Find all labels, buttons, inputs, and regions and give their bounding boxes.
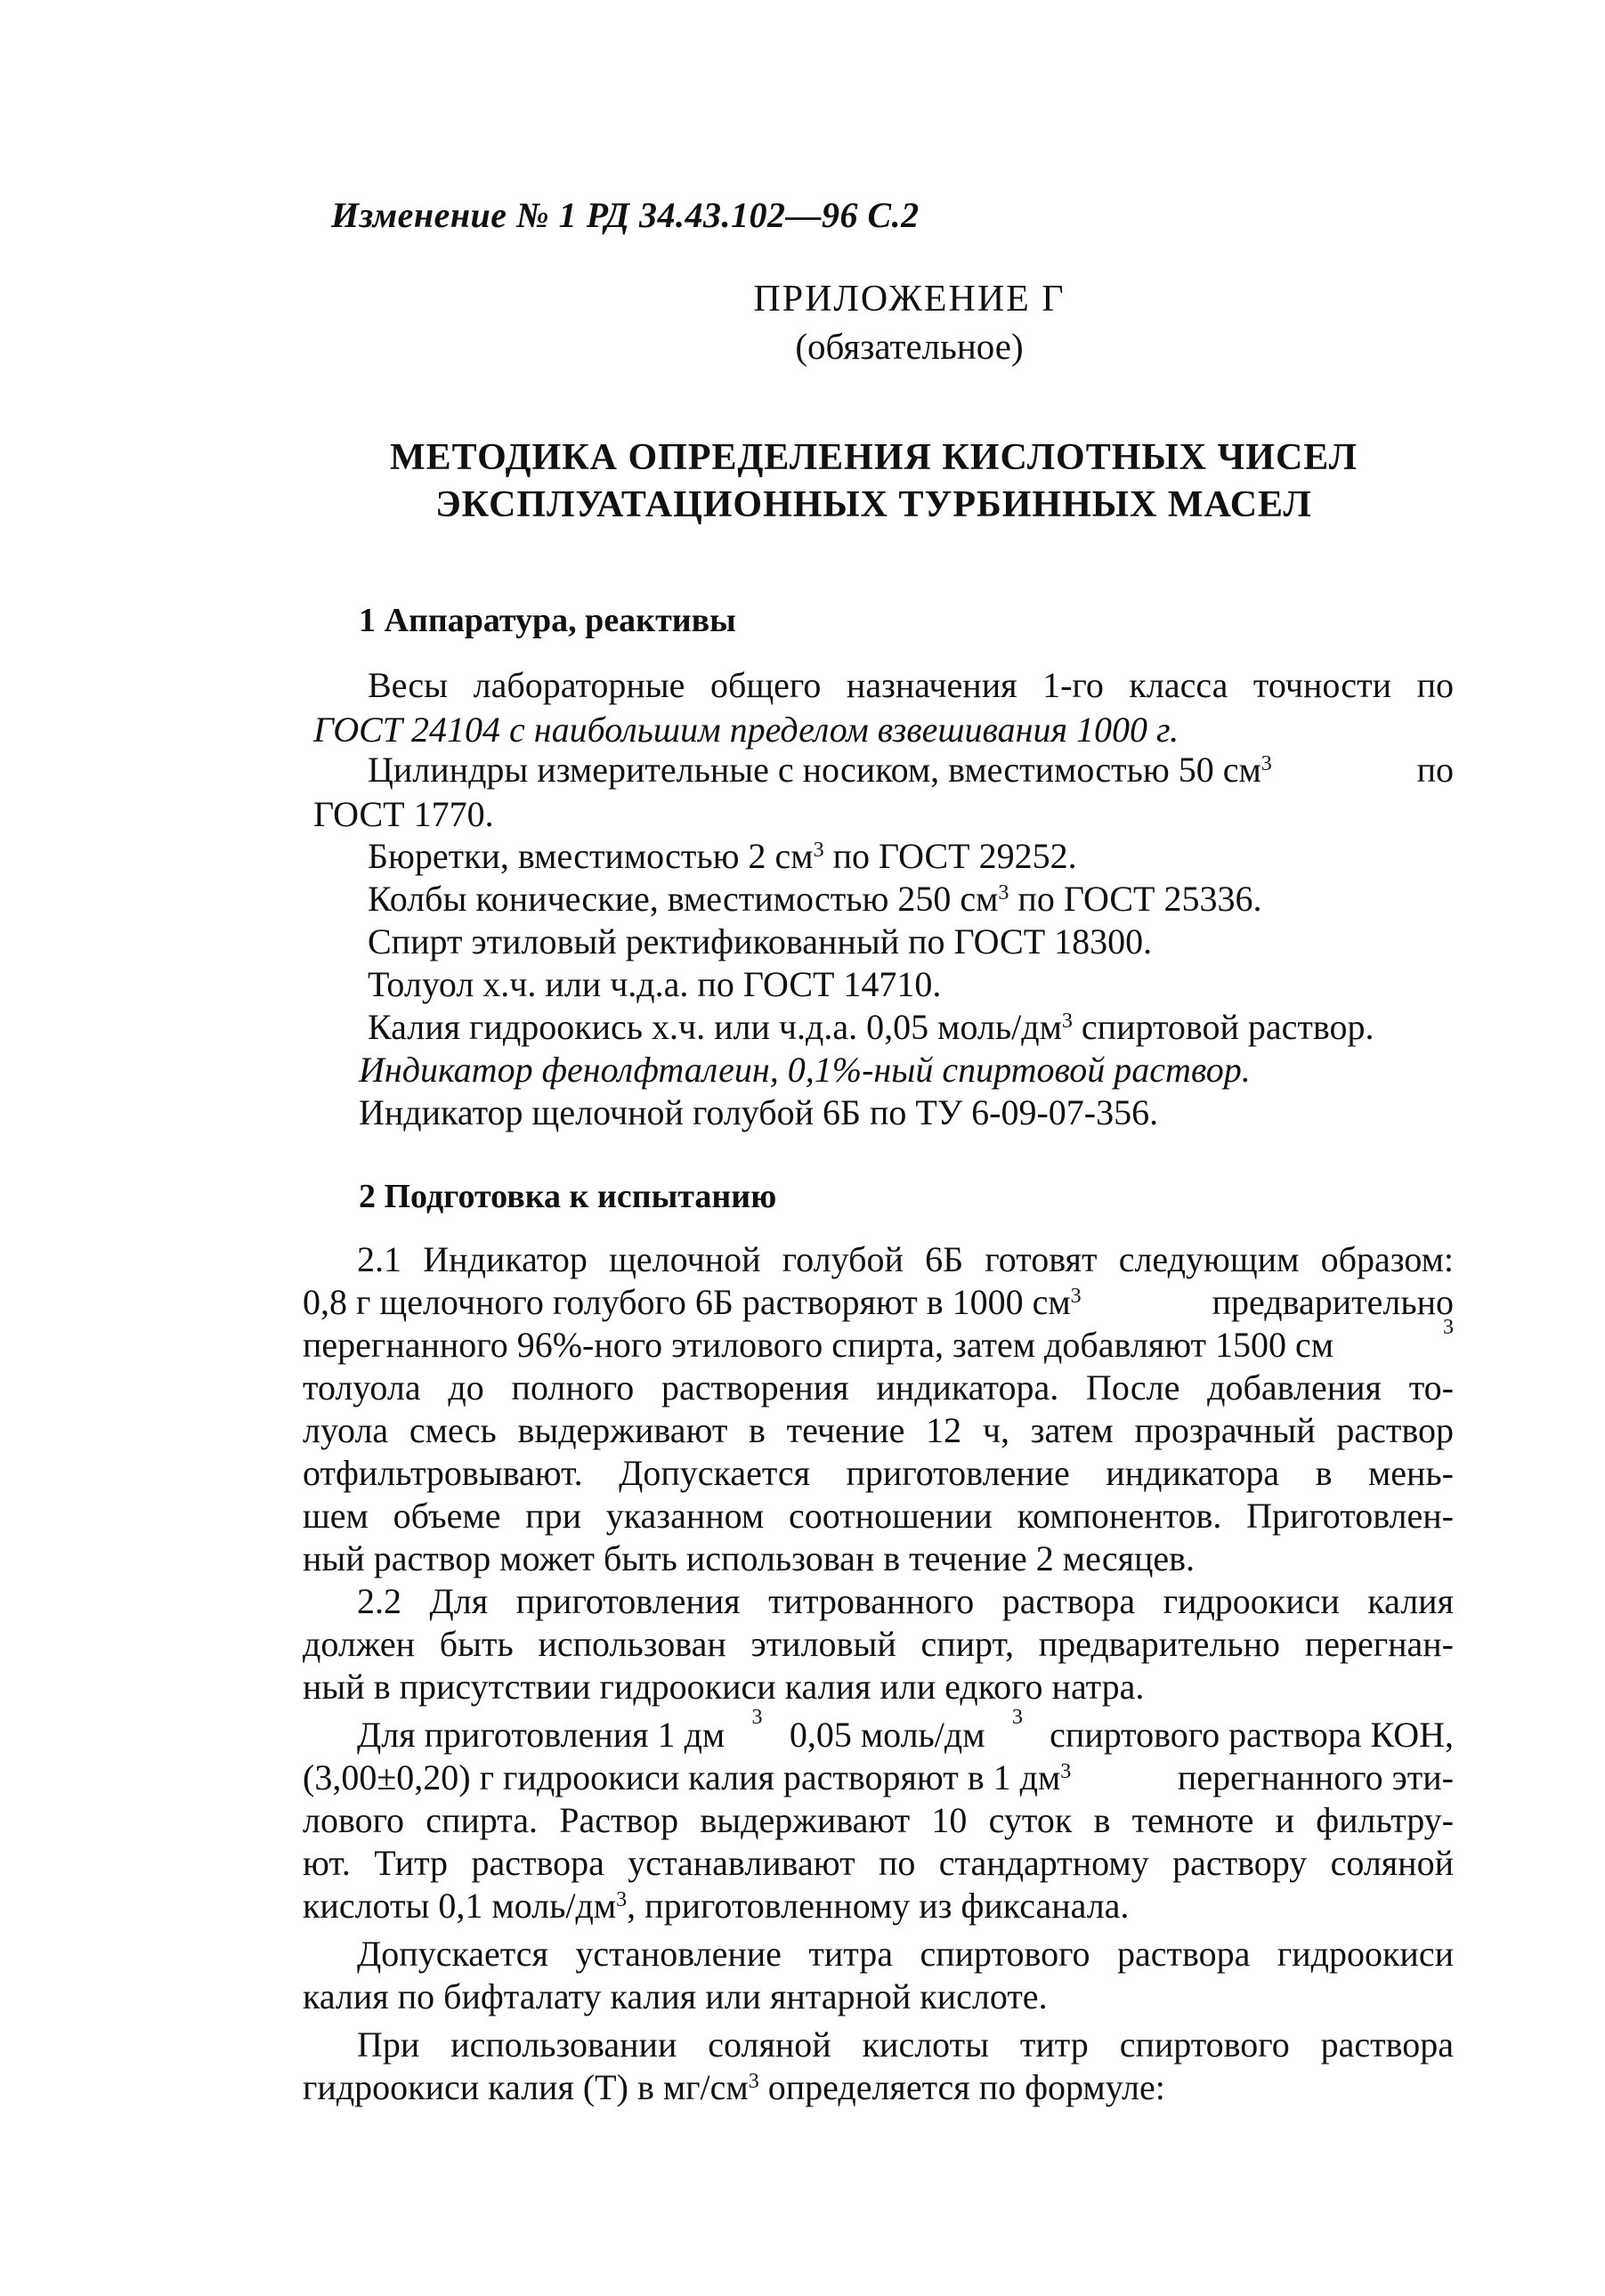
page-header: Изменение № 1 РД 34.43.102—96 С.2 <box>331 195 920 235</box>
para-alkali-blue: Индикатор щелочной голубой 6Б по ТУ 6-09-07-356. <box>359 1092 1159 1132</box>
para-2-2-line-2: должен быть использован этиловый спирт, предварительно перегнан- <box>303 1624 1454 1664</box>
para-2-1-line-2 <box>303 1282 1454 1322</box>
para-cylinders-tail: по <box>1416 750 1454 790</box>
para-2-3-line-1 <box>357 1706 1454 1755</box>
para-scales-line-2: ГОСТ 24104 с наибольшим пределом взвешивания 1000 г. <box>313 710 1179 750</box>
para-cylinders-line-2: ГОСТ 1770. <box>313 794 494 834</box>
para-2-1-line-4: толуола до полного растворения индикатора. После добавления то- <box>303 1367 1454 1408</box>
para-2-1-line-1: 2.1 Индикатор щелочной голубой 6Б готовят следующим образом: <box>357 1239 1454 1279</box>
para-2-1-line-3 <box>303 1316 1454 1365</box>
para-burettes: Бюретки, вместимостью 2 $см^3$ по ГОСТ 29252. <box>368 836 1077 876</box>
para-2-1-line-3-text: перегнанного 96%-ного этилового спирта, затем добавляют 1500 см <box>303 1325 1334 1365</box>
para-cylinders-line-1 <box>368 752 1454 788</box>
para-2-3-line-2-b: перегнанного эти- <box>1177 1757 1454 1797</box>
para-2-2-line-1: 2.2 Для приготовления титрованного раствора гидроокиси калия <box>357 1581 1454 1621</box>
para-2-1-line-5: луола смесь выдерживают в течение 12 ч, затем прозрачный раствор <box>303 1410 1454 1450</box>
para-phenolphthalein: Индикатор фенолфталеин, 0,1%-ный спиртовой раствор. <box>359 1050 1251 1090</box>
para-2-3-line-1-b: 0,05 моль/дм <box>789 1715 985 1755</box>
para-2-1-line-7: шем объеме при указанном соотношении компонентов. Приготовлен- <box>303 1496 1454 1536</box>
para-scales-line-1: Весы лабораторные общего назначения 1-го класса точности по <box>368 665 1454 705</box>
para-toluene: Толуол х.ч. или ч.д.а. по ГОСТ 14710. <box>368 964 942 1004</box>
para-cylinders-text: Цилиндры измерительные с носиком, вместимостью 50 $см^3$ <box>368 750 1272 790</box>
para-2-3-line-2-a: (3,00±0,20) г гидроокиси калия растворяют в 1 $дм^3$ <box>303 1757 1072 1797</box>
para-2-1-line-3-sup: 3 <box>1443 1316 1454 1339</box>
para-2-3-line-1-sup-a: 3 <box>751 1706 763 1729</box>
para-2-4-line-2: калия по бифталату калия или янтарной кислоте. <box>303 1976 1048 2016</box>
para-2-1-line-6: отфильтровывают. Допускается приготовление индикатора в мень- <box>303 1453 1454 1493</box>
para-2-3-line-1-c: спиртового раствора КОН, <box>1050 1715 1454 1755</box>
appendix-subtitle: (обязательное) <box>795 326 1024 367</box>
para-2-5-line-2: гидроокиси калия (Т) в $мг/см^3$ определяется по формуле: <box>303 2067 1165 2107</box>
para-2-5-line-1: При использовании соляной кислоты титр спиртового раствора <box>357 2024 1454 2065</box>
para-koh: Калия гидроокись х.ч. или ч.д.а. 0,05 моль/$дм^3$ спиртовой раствор. <box>368 1007 1374 1047</box>
appendix-title: ПРИЛОЖЕНИЕ Г <box>753 279 1066 320</box>
main-title-line-2: ЭКСПЛУАТАЦИОННЫХ ТУРБИННЫХ МАСЕЛ <box>435 484 1312 525</box>
para-2-3-line-5: кислоты 0,1 моль/$дм^3$, приготовленному из фиксанала. <box>303 1886 1130 1926</box>
para-2-1-line-2-tail: предварительно <box>1212 1282 1454 1322</box>
para-2-3-line-4: ют. Титр раствора устанавливают по стандартному раствору соляной <box>303 1843 1454 1883</box>
para-2-2-line-3: ный в присутствии гидроокиси калия или едкого натра. <box>303 1667 1145 1707</box>
para-2-4-line-1: Допускается установление титра спиртового раствора гидроокиси <box>357 1934 1454 1974</box>
para-2-3-line-1-sup-b: 3 <box>1011 1706 1023 1729</box>
para-2-3-line-2 <box>303 1757 1454 1797</box>
main-title-line-1: МЕТОДИКА ОПРЕДЕЛЕНИЯ КИСЛОТНЫХ ЧИСЕЛ <box>389 437 1358 478</box>
para-2-3-line-3: лового спирта. Раствор выдерживают 10 суток в темноте и фильтру- <box>303 1800 1454 1840</box>
section-2-heading: 2 Подготовка к испытанию <box>359 1178 777 1215</box>
para-2-1-line-8: ный раствор может быть использован в течение 2 месяцев. <box>303 1538 1196 1578</box>
para-2-3-line-1-a: Для приготовления 1 дм <box>357 1715 725 1755</box>
section-1-heading: 1 Аппаратура, реактивы <box>359 602 736 639</box>
para-ethanol: Спирт этиловый ректификованный по ГОСТ 18300. <box>368 921 1153 961</box>
para-flasks: Колбы конические, вместимостью 250 $см^3$ по ГОСТ 25336. <box>368 879 1262 919</box>
para-2-1-line-2-text: 0,8 г щелочного голубого 6Б растворяют в 1000 $см^3$ <box>303 1282 1082 1322</box>
